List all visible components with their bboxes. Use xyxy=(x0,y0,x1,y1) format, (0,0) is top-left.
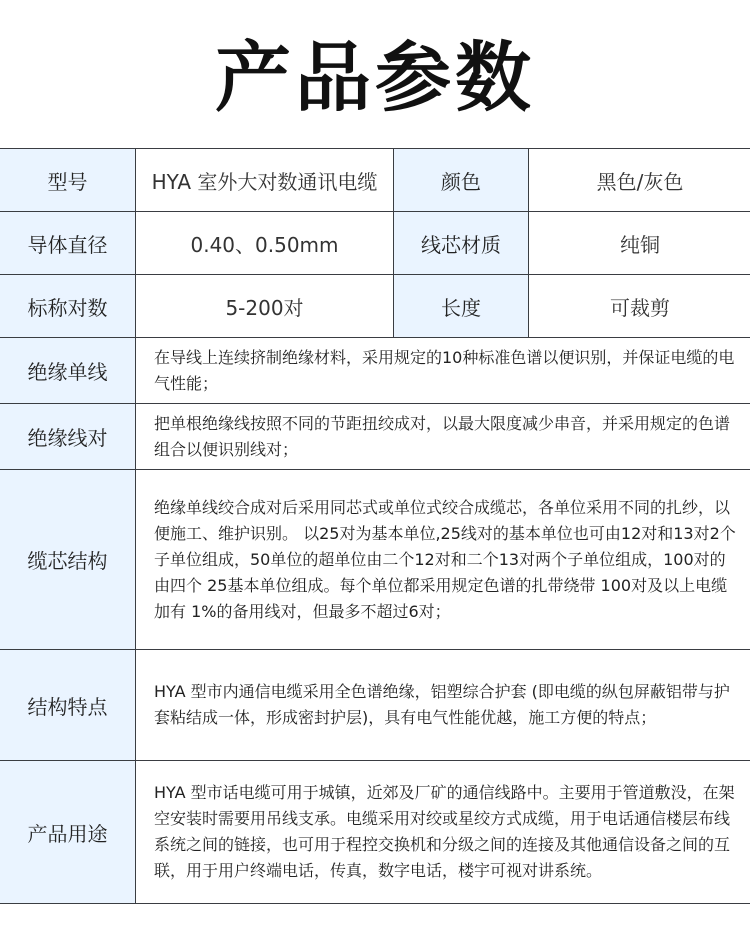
color-label: 颜色 xyxy=(394,149,529,212)
insulated-pair-label: 绝缘线对 xyxy=(0,404,136,470)
pairs-value: 5-200对 xyxy=(136,275,394,338)
insulated-pair-text: 把单根绝缘线按照不同的节距扭绞成对，以最大限度减少串音，并采用规定的色谱组合以便识别线对； xyxy=(136,404,750,470)
insulated-wire-text: 在导线上连续挤制绝缘材料，采用规定的10种标准色谱以便识别，并保证电缆的电气性能； xyxy=(136,338,750,404)
product-usage-text: HYA 型市话电缆可用于城镇，近郊及厂矿的通信线路中。主要用于管道敷没，在架空安装时需要用吊线支承。电缆采用对绞或星绞方式成缆，用于电话通信楼层布线系统之间的链接，也可用于程控交换机和分级之间的连接及其他通信设备之间的互联，用于用户终端电话，传真，数字电话，楼宇可视对讲系统。 xyxy=(136,761,750,904)
model-value: HYA 室外大对数通讯电缆 xyxy=(136,149,394,212)
product-usage-label: 产品用途 xyxy=(0,761,136,904)
length-label: 长度 xyxy=(394,275,529,338)
spec-row-model xyxy=(0,149,750,212)
desc-row-insulated-wire xyxy=(0,338,750,404)
length-value: 可裁剪 xyxy=(529,275,750,338)
product-spec-table xyxy=(0,148,750,904)
conductor-value: 0.40、0.50mm xyxy=(136,212,394,275)
desc-row-structural-features xyxy=(0,650,750,761)
model-label: 型号 xyxy=(0,149,136,212)
pairs-label: 标称对数 xyxy=(0,275,136,338)
core-structure-text: 绝缘单线绞合成对后采用同芯式或单位式绞合成缆芯，各单位采用不同的扎纱，以便施工、维护识别。 以25对为基本单位,25线对的基本单位也可由12对和13对2个子单位组成，50单位的超单位由二个12对和二个13对两个子单位组成，100对的由四个 25基本单位组成。每个单位都采用规定色谱的扎带绕带 100对及以上电缆加有 1%的备用线对，但最多不超过6对； xyxy=(136,470,750,650)
spec-row-pairs xyxy=(0,275,750,338)
desc-row-core-structure xyxy=(0,470,750,650)
structural-features-label: 结构特点 xyxy=(0,650,136,761)
insulated-wire-label: 绝缘单线 xyxy=(0,338,136,404)
page-title: 产品参数 xyxy=(215,33,535,122)
desc-row-product-usage xyxy=(0,761,750,904)
spec-row-conductor xyxy=(0,212,750,275)
core-material-label: 线芯材质 xyxy=(394,212,529,275)
desc-row-insulated-pair xyxy=(0,404,750,470)
structural-features-text: HYA 型市内通信电缆采用全色谱绝缘，铝塑综合护套 (即电缆的纵包屏蔽铝带与护套粘结成一体，形成密封护层)，具有电气性能优越，施工方便的特点； xyxy=(136,650,750,761)
conductor-label: 导体直径 xyxy=(0,212,136,275)
color-value: 黑色/灰色 xyxy=(529,149,750,212)
core-material-value: 纯铜 xyxy=(529,212,750,275)
core-structure-label: 缆芯结构 xyxy=(0,470,136,650)
